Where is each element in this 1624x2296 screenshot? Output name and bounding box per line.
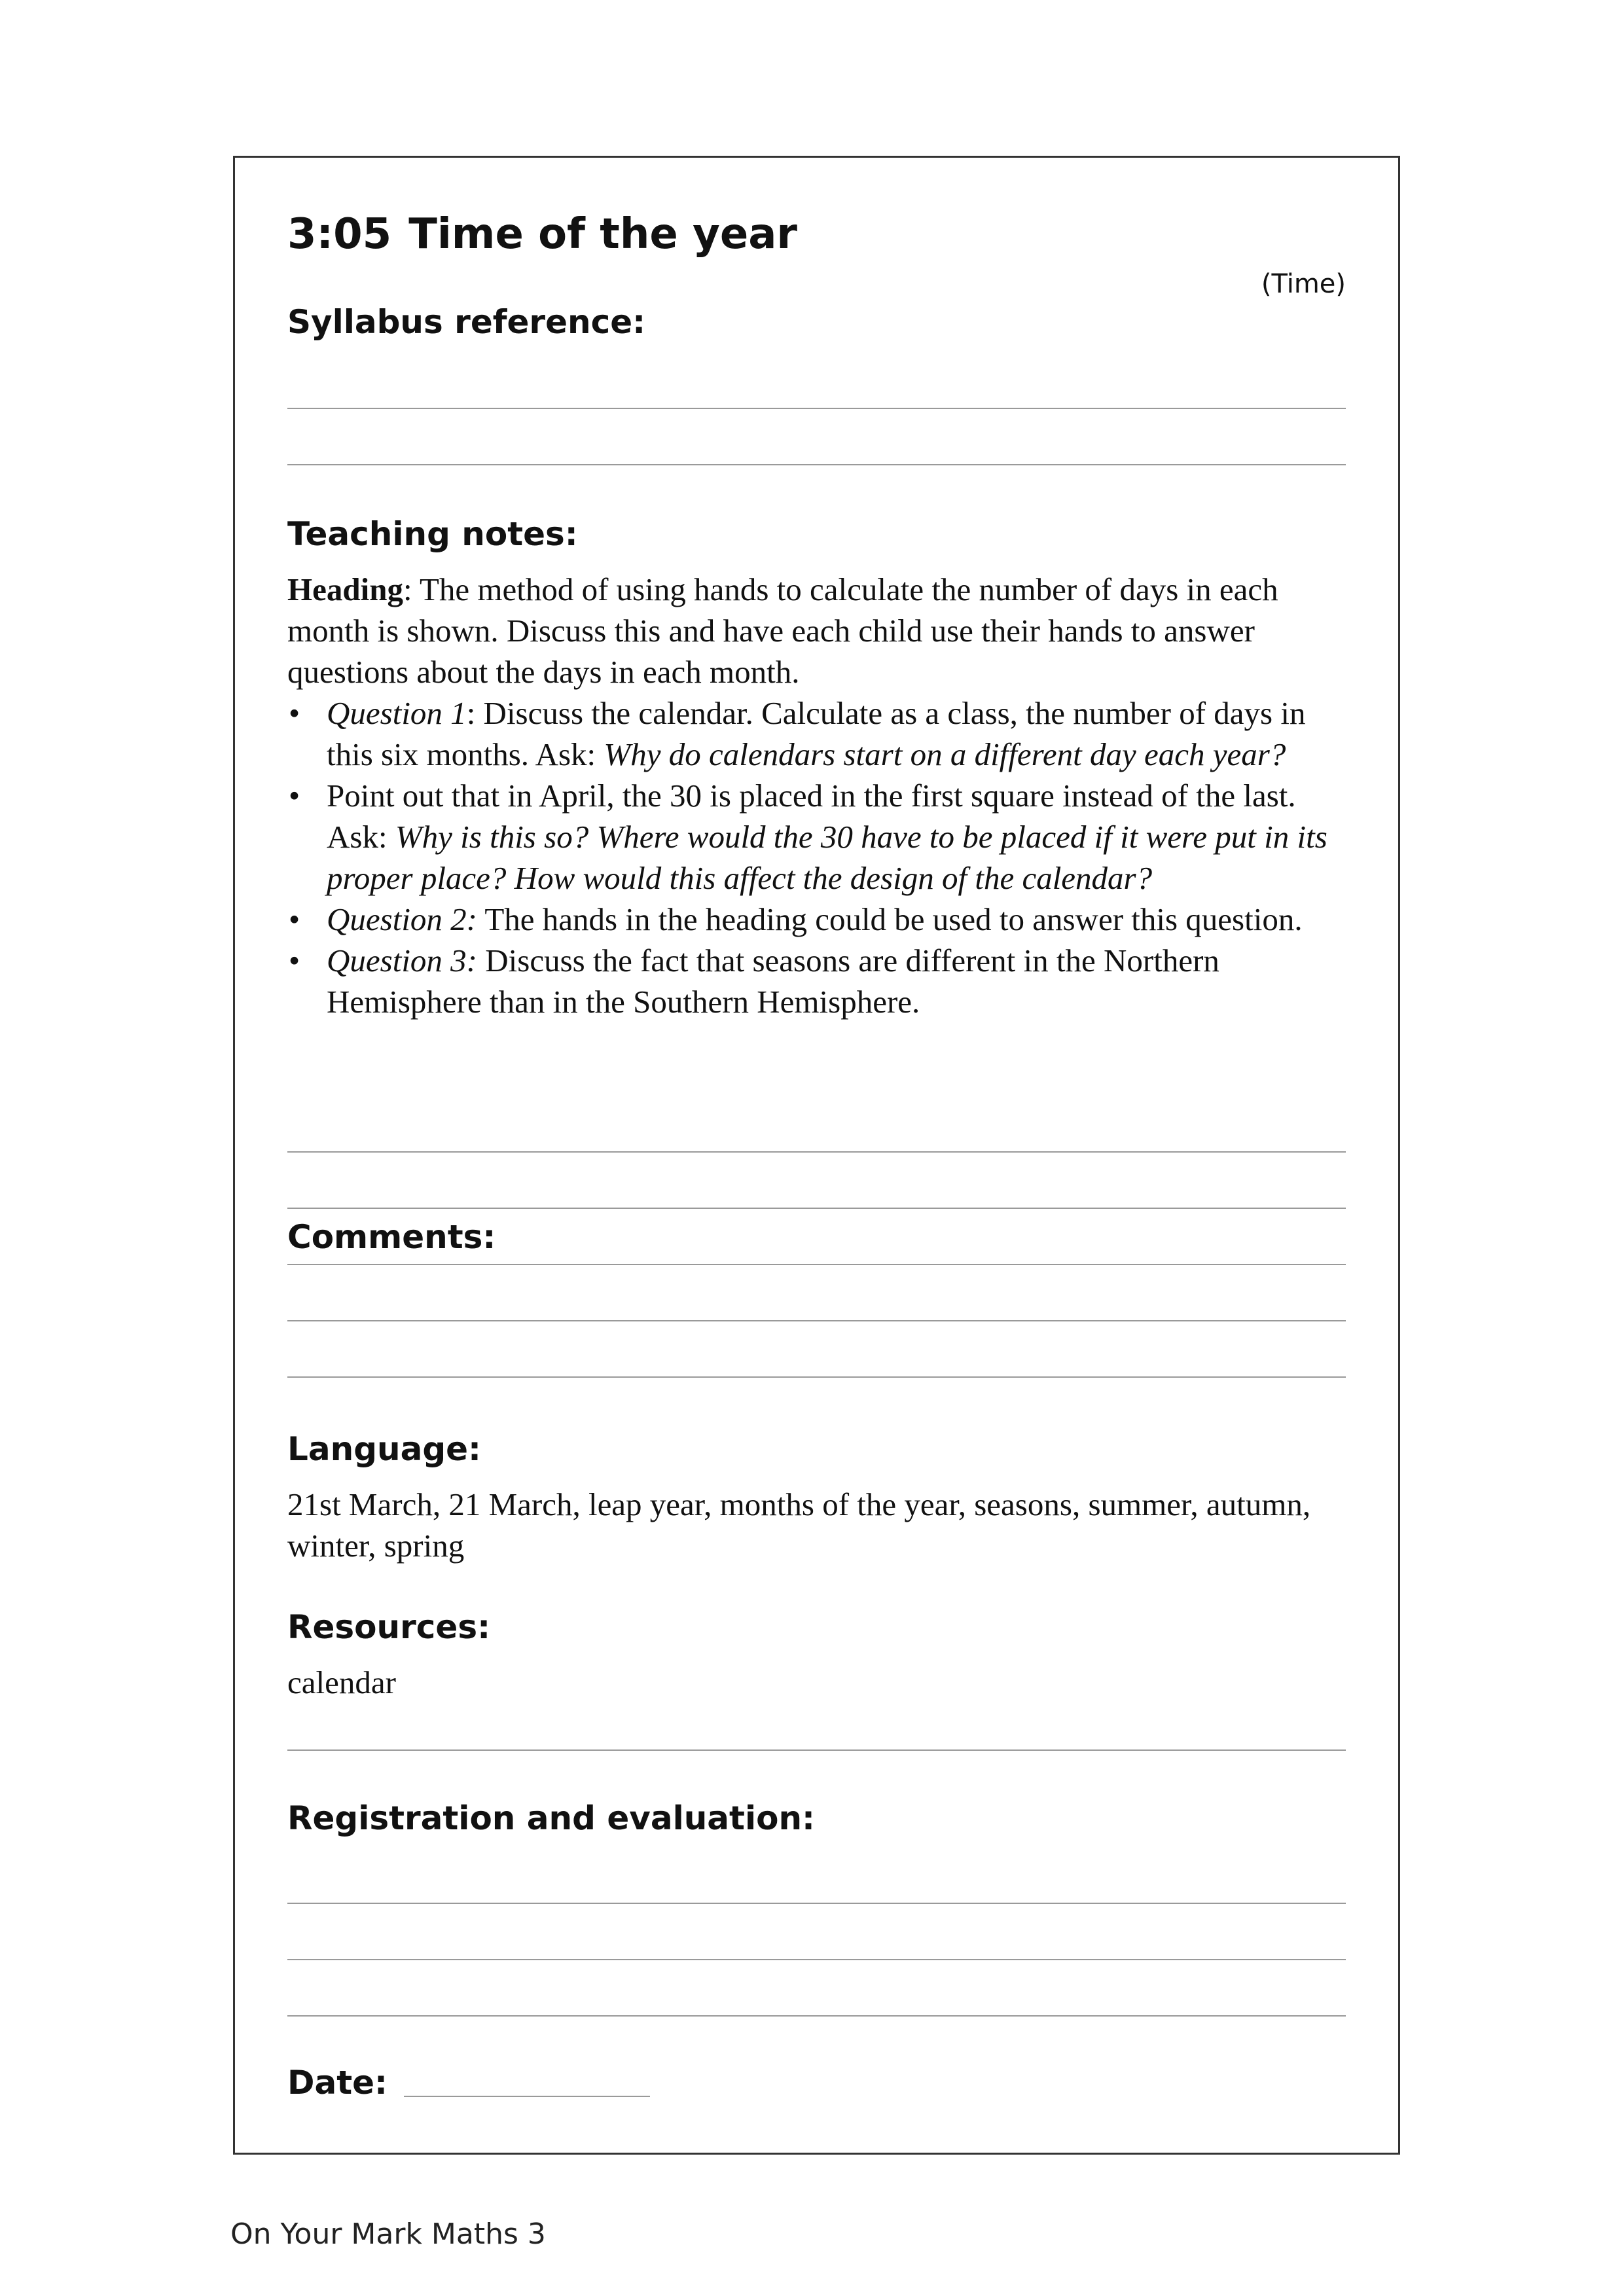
title-number: 3:05 bbox=[287, 210, 392, 259]
syllabus-line-1[interactable] bbox=[287, 408, 1346, 409]
resources-line[interactable] bbox=[287, 1749, 1346, 1751]
registration-line-3[interactable] bbox=[287, 2015, 1346, 2017]
comments-line-1[interactable] bbox=[287, 1151, 1346, 1153]
heading-note-text: : The method of using hands to calculate the number of days in each month is shown. Discuss this and have each child use their hands to answer questions about the days in each month. bbox=[287, 571, 1278, 690]
question-2-text: The hands in the heading could be used to answer this question. bbox=[477, 901, 1303, 937]
page-footer: On Your Mark Maths 3 bbox=[230, 2217, 546, 2251]
question-1-label: Question 1 bbox=[327, 695, 467, 731]
worksheet-frame bbox=[233, 156, 1400, 2155]
comments-heading: Comments: bbox=[287, 1218, 496, 1256]
date-field-line[interactable] bbox=[404, 2096, 650, 2097]
syllabus-heading: Syllabus reference: bbox=[287, 303, 646, 341]
heading-note-label: Heading bbox=[287, 571, 403, 607]
teaching-notes-body bbox=[287, 569, 1346, 1022]
comments-line-4[interactable] bbox=[287, 1320, 1346, 1321]
question-1-text: : Discuss the calendar. Calculate as a class, the number of days in this six months. Ask: bbox=[327, 695, 1306, 772]
question-1-ask: Why do calendars start on a different day each year? bbox=[604, 736, 1286, 772]
comments-line-2[interactable] bbox=[287, 1208, 1346, 1209]
page-title bbox=[287, 210, 797, 259]
question-2-label: Question 2: bbox=[327, 901, 477, 937]
language-heading: Language: bbox=[287, 1430, 482, 1468]
date-label: Date: bbox=[287, 2064, 388, 2102]
registration-line-1[interactable] bbox=[287, 1903, 1346, 1904]
list-item bbox=[287, 940, 1346, 1022]
title-text: Time of the year bbox=[408, 210, 797, 259]
april-note-text: Point out that in April, the 30 is placed in the first square instead of the last. Ask: bbox=[327, 778, 1296, 855]
list-item bbox=[287, 899, 1346, 940]
resources-text: calendar bbox=[287, 1664, 396, 1700]
list-item bbox=[287, 775, 1346, 899]
language-text: 21st March, 21 March, leap year, months of the year, seasons, summer, autumn, winter, spring bbox=[287, 1486, 1311, 1564]
topic-label: (Time) bbox=[1261, 269, 1346, 299]
teaching-notes-list bbox=[287, 692, 1346, 1022]
comments-line-3[interactable] bbox=[287, 1264, 1346, 1265]
syllabus-line-2[interactable] bbox=[287, 464, 1346, 465]
teaching-notes-heading: Teaching notes: bbox=[287, 515, 578, 553]
april-note-ask: Why is this so? Where would the 30 have to be placed if it were put in its proper place? How would this affect the design of the calendar? bbox=[327, 819, 1327, 896]
comments-line-5[interactable] bbox=[287, 1376, 1346, 1378]
question-3-text: Discuss the fact that seasons are different in the Northern Hemisphere than in the Southern Hemisphere. bbox=[327, 942, 1219, 1020]
registration-heading: Registration and evaluation: bbox=[287, 1799, 816, 1837]
heading-note bbox=[287, 569, 1346, 692]
list-item bbox=[287, 692, 1346, 775]
registration-line-2[interactable] bbox=[287, 1959, 1346, 1960]
resources-heading: Resources: bbox=[287, 1608, 491, 1646]
question-3-label: Question 3: bbox=[327, 942, 477, 978]
